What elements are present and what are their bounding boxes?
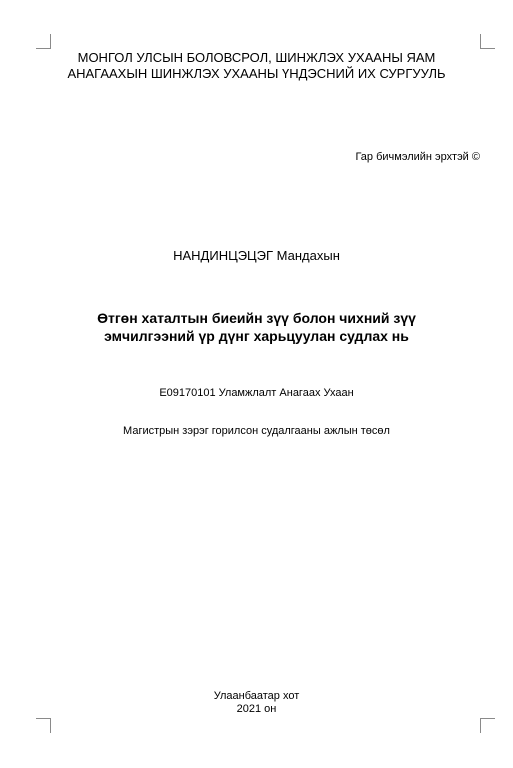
thesis-title-line-2: эмчилгээний үр дүнг харьцуулан судлах нь	[104, 328, 409, 344]
ministry-name: МОНГОЛ УЛСЫН БОЛОВСРОЛ, ШИНЖЛЭХ УХААНЫ ЯАМ	[77, 50, 436, 65]
year: 2021 он	[236, 703, 277, 715]
crop-mark-top-right	[480, 34, 495, 49]
city: Улаанбаатар хот	[213, 690, 300, 702]
program-code: E09170101 Уламжлалт Анагаах Ухаан	[159, 387, 354, 399]
crop-mark-bottom-left	[36, 718, 51, 733]
university-name: АНАГААХЫН ШИНЖЛЭХ УХААНЫ ҮНДЭСНИЙ ИХ СУРГУУЛЬ	[67, 66, 446, 81]
thesis-title-line-1: Өтгөн хаталтын биеийн зүү болон чихний зүү	[97, 310, 416, 326]
copyright-notice: Гар бичмэлийн эрхтэй ©	[355, 151, 480, 163]
crop-mark-top-left	[36, 34, 51, 49]
author-name: НАНДИНЦЭЦЭГ Мандахын	[173, 248, 340, 263]
degree-statement: Магистрын зэрэг горилсон судалгааны ажлын төсөл	[123, 425, 390, 437]
crop-mark-bottom-right	[480, 718, 495, 733]
